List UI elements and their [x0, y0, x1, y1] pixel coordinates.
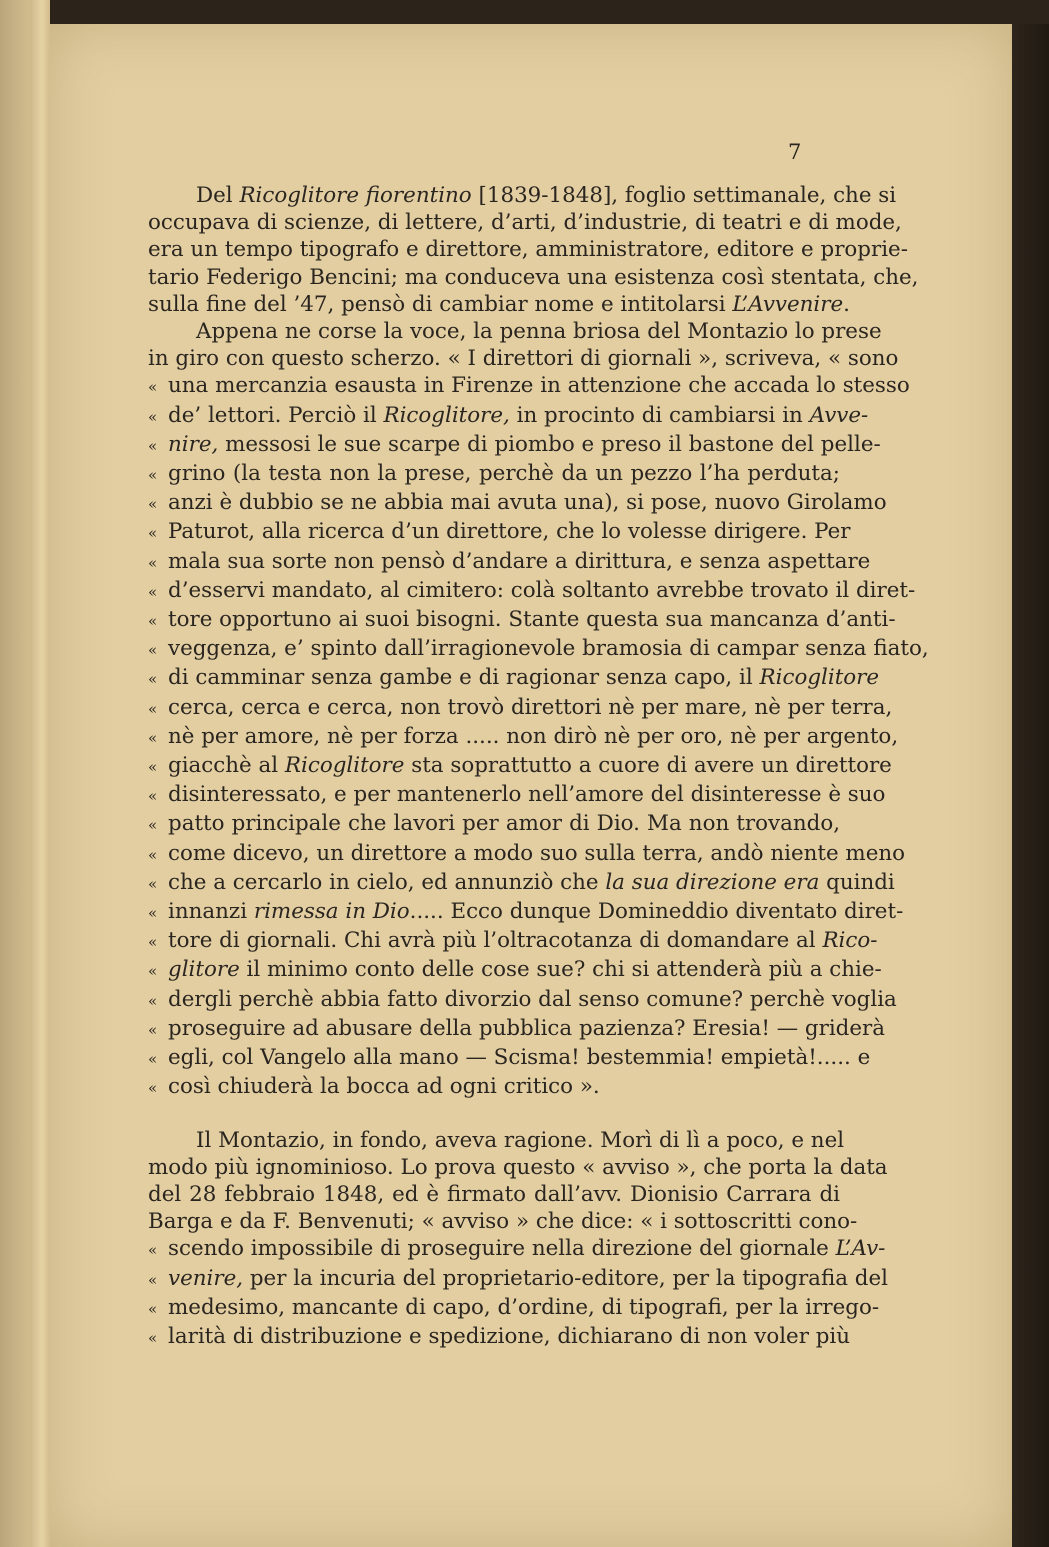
- quoted-line: « patto principale che lavori per amor di Dio. Ma non trovando,: [148, 811, 840, 837]
- quoted-line: « d’esservi mandato, al cimitero: colà soltanto avrebbe trovato il diret-: [148, 577, 916, 603]
- text-line: Il Montazio, in fondo, aveva ragione. Morì di lì a poco, e nel: [196, 1127, 845, 1153]
- quoted-line: « dergli perchè abbia fatto divorzio dal senso comune? perchè voglia: [148, 986, 897, 1012]
- quoted-line: « venire, per la incuria del proprietario-editore, per la tipografia del: [148, 1265, 888, 1291]
- text-line: modo più ignominioso. Lo prova questo « avviso », che porta la data: [148, 1154, 888, 1180]
- quoted-line: « come dicevo, un direttore a modo suo sulla terra, andò niente meno: [148, 840, 906, 866]
- text-line: occupava di scienze, di lettere, d’arti, d’industrie, di teatri e di mode,: [148, 210, 902, 236]
- quoted-line: « larità di distribuzione e spedizione, dichiarano di non voler più: [148, 1323, 851, 1349]
- quoted-line: « mala sua sorte non pensò d’andare a dirittura, e senza aspettare: [148, 548, 871, 574]
- body-text: [148, 182, 929, 1352]
- quoted-line: « così chiuderà la bocca ad ogni critico ».: [148, 1074, 600, 1100]
- text-line: del 28 febbraio 1848, ed è firmato dall’avv. Dionisio Carrara di: [148, 1181, 840, 1207]
- quoted-line: « glitore il minimo conto delle cose sue? chi si attenderà più a chie-: [148, 957, 882, 983]
- quoted-line: « de’ lettori. Perciò il Ricoglitore, in procinto di cambiarsi in Avve-: [148, 402, 869, 428]
- text-line: tario Federigo Bencini; ma conduceva una esistenza così stentata, che,: [148, 264, 919, 290]
- quoted-line: « giacchè al Ricoglitore sta soprattutto a cuore di avere un direttore: [148, 753, 892, 779]
- quoted-line: « di camminar senza gambe e di ragionar senza capo, il Ricoglitore: [148, 665, 880, 691]
- paragraph-gap: [148, 1103, 840, 1127]
- page-number: 7: [788, 140, 802, 164]
- text-line: in giro con questo scherzo. « I direttori di giornali », scriveva, « sono: [148, 346, 899, 372]
- paragraph-ricoglitore: [148, 182, 919, 318]
- quoted-line: « nire, messosi le sue scarpe di piombo e preso il bastone del pelle-: [148, 431, 881, 457]
- quoted-line: « veggenza, e’ spinto dall’irragionevole bramosia di campar senza fiato,: [148, 636, 929, 662]
- quoted-line: « una mercanzia esausta in Firenze in attenzione che accada lo stesso: [148, 373, 910, 399]
- quoted-line: « grino (la testa non la prese, perchè da un pezzo l’ha perduta;: [148, 461, 840, 487]
- quoted-line: « cerca, cerca e cerca, non trovò direttori nè per mare, nè per terra,: [148, 694, 893, 720]
- text-line: Appena ne corse la voce, la penna briosa del Montazio lo prese: [196, 319, 882, 345]
- scan-background-top: [50, 0, 1049, 24]
- text-line: sulla fine del ’47, pensò di cambiar nome e intitolarsi L’Avvenire.: [148, 291, 850, 317]
- paragraph-avviso: [148, 1127, 888, 1353]
- quoted-line: « che a cercarlo in cielo, ed annunziò che la sua direzione era quindi: [148, 869, 895, 895]
- text-line: Del Ricoglitore fiorentino [1839-1848], foglio settimanale, che si: [196, 183, 897, 208]
- quoted-line: « tore di giornali. Chi avrà più l’oltracotanza di domandare al Rico-: [148, 928, 878, 954]
- paragraph-montazio-quote: [148, 318, 929, 1102]
- quoted-line: « Paturot, alla ricerca d’un direttore, che lo volesse dirigere. Per: [148, 519, 851, 545]
- quoted-line: « scendo impossibile di proseguire nella direzione del giornale L’Av-: [148, 1236, 886, 1262]
- quoted-line: « proseguire ad abusare della pubblica pazienza? Eresia! — griderà: [148, 1015, 885, 1041]
- quoted-line: « tore opportuno ai suoi bisogni. Stante questa sua mancanza d’anti-: [148, 607, 896, 633]
- quoted-line: « egli, col Vangelo alla mano — Scisma! bestemmia! empietà!..... e: [148, 1045, 871, 1071]
- quoted-line: « nè per amore, nè per forza ..... non dirò nè per oro, nè per argento,: [148, 723, 899, 749]
- text-line: Barga e da F. Benvenuti; « avviso » che dice: « i sottoscritti cono-: [148, 1209, 858, 1235]
- quoted-line: « medesimo, mancante di capo, d’ordine, di tipografi, per la irrego-: [148, 1294, 880, 1320]
- quoted-line: « anzi è dubbio se ne abbia mai avuta una), si pose, nuovo Girolamo: [148, 490, 887, 516]
- quoted-line: « innanzi rimessa in Dio..... Ecco dunque Domineddio diventato diret-: [148, 899, 904, 925]
- scan-background-right: [1012, 24, 1049, 1547]
- text-line: era un tempo tipografo e direttore, amministratore, editore e proprie-: [148, 237, 908, 263]
- quoted-line: « disinteressato, e per mantenerlo nell’amore del disinteresse è suo: [148, 782, 886, 808]
